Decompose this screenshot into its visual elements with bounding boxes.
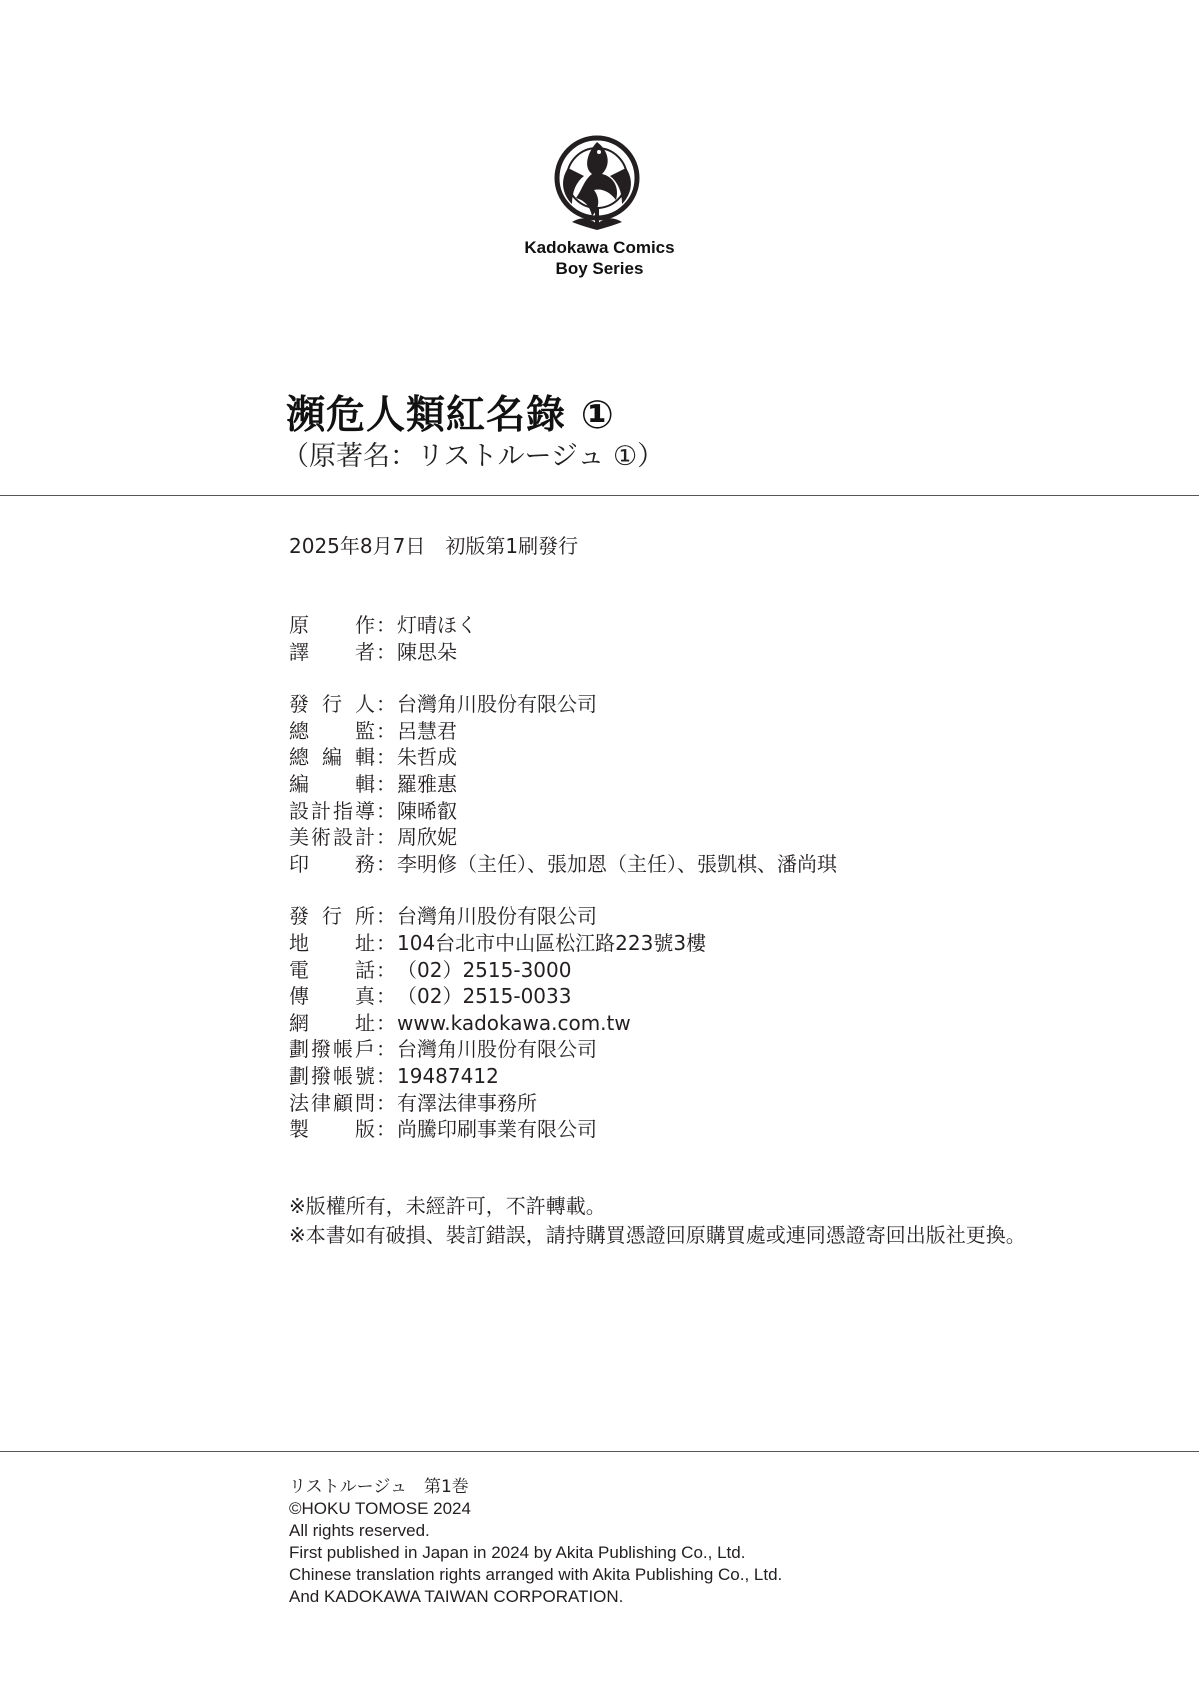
- credit-value: www.kadokawa.com.tw: [397, 1010, 631, 1035]
- credit-value: （02）2515-3000: [397, 957, 572, 982]
- credit-separator: ：: [376, 692, 396, 717]
- rights-line: Chinese translation rights arranged with Akita Publishing Co., Ltd.: [289, 1565, 783, 1584]
- rights-line: ©HOKU TOMOSE 2024: [289, 1499, 471, 1518]
- phoenix-emblem-icon: [542, 128, 652, 238]
- credit-value: 台灣角川股份有限公司: [397, 904, 597, 929]
- credit-separator: ：: [376, 718, 396, 743]
- credit-row: [289, 824, 837, 851]
- credit-value: 灯晴ほく: [397, 613, 477, 637]
- credit-label: 發行人: [289, 692, 375, 717]
- credit-value: （02）2515-0033: [397, 984, 572, 1009]
- credit-separator: ：: [376, 957, 396, 982]
- imprint-line-1: Kadokawa Comics: [524, 238, 675, 257]
- rights-line: All rights reserved.: [289, 1521, 430, 1540]
- credit-value: 尚騰印刷事業有限公司: [397, 1117, 597, 1142]
- edition-date: 2025年8月7日 初版第1刷發行: [289, 534, 579, 558]
- credit-label: 地址: [289, 930, 375, 955]
- credit-row: [289, 983, 837, 1010]
- book-title: 瀕危人類紅名錄 ①: [286, 393, 615, 438]
- copyright-note: ※本書如有破損、裝訂錯誤，請持購買憑證回原購買處或連同憑證寄回出版社更換。: [289, 1223, 1026, 1247]
- credit-value: 104台北市中山區松江路223號3樓: [397, 930, 707, 955]
- credit-label: 劃撥帳號: [289, 1063, 375, 1088]
- credit-label: 發行所: [289, 904, 375, 929]
- credit-label: 製版: [289, 1117, 375, 1142]
- credit-label: 美術設計: [289, 825, 375, 850]
- credit-value: 台灣角川股份有限公司: [397, 692, 597, 717]
- credit-value: 有澤法律事務所: [397, 1090, 537, 1115]
- credits-list: [289, 612, 837, 1143]
- credit-row: [289, 639, 837, 666]
- credit-value: 李明修（主任）、張加恩（主任）、張凱棋、潘尚琪: [397, 851, 837, 876]
- credit-separator: ：: [376, 984, 396, 1009]
- rights-line: リストルージュ 第1巻: [289, 1477, 469, 1497]
- credit-row: [289, 771, 837, 798]
- credit-row: [289, 718, 837, 745]
- credit-separator: ：: [376, 930, 396, 955]
- credit-row: [289, 612, 837, 639]
- credit-separator: ：: [376, 613, 396, 637]
- rights-line: First published in Japan in 2024 by Akita Publishing Co., Ltd.: [289, 1543, 746, 1562]
- credit-separator: ：: [376, 1010, 396, 1035]
- credit-row: [289, 957, 837, 984]
- credit-value: 19487412: [397, 1063, 499, 1088]
- rights-line: And KADOKAWA TAIWAN CORPORATION.: [289, 1587, 624, 1606]
- credit-separator: ：: [376, 745, 396, 770]
- credit-value: 羅雅惠: [397, 771, 457, 796]
- credit-label: 電話: [289, 957, 375, 982]
- credit-separator: ：: [376, 851, 396, 876]
- credit-separator: ：: [376, 825, 396, 850]
- credit-label: 總編輯: [289, 745, 375, 770]
- credit-label: 譯者: [289, 639, 375, 664]
- credit-row: [289, 1036, 837, 1063]
- credit-row: [289, 1010, 837, 1037]
- credit-label: 原作: [289, 613, 375, 637]
- credit-row: [289, 1090, 837, 1117]
- credit-separator: ：: [376, 639, 396, 664]
- credit-value: 周欣妮: [397, 825, 457, 850]
- credit-separator: ：: [376, 771, 396, 796]
- credit-row: [289, 798, 837, 825]
- credit-value: 陳思朵: [397, 639, 457, 664]
- credit-label: 印務: [289, 851, 375, 876]
- credit-value: 陳晞叡: [397, 798, 457, 823]
- credit-row: [289, 691, 837, 718]
- copyright-notes: [289, 1192, 1026, 1250]
- credit-separator: ：: [376, 1063, 396, 1088]
- credit-separator: ：: [376, 798, 396, 823]
- credit-row: [289, 903, 837, 930]
- original-title: （原著名：リストルージュ ①）: [282, 441, 665, 472]
- credit-row: [289, 930, 837, 957]
- rights-block: [289, 1476, 782, 1608]
- credit-value: 呂慧君: [397, 718, 457, 743]
- credit-separator: ：: [376, 1037, 396, 1062]
- credit-separator: ：: [376, 904, 396, 929]
- credit-separator: ：: [376, 1090, 396, 1115]
- top-divider: [0, 495, 1199, 496]
- credit-label: 網址: [289, 1010, 375, 1035]
- credit-row: [289, 1063, 837, 1090]
- credit-separator: ：: [376, 1117, 396, 1142]
- credit-label: 編輯: [289, 771, 375, 796]
- credit-label: 總監: [289, 718, 375, 743]
- credit-row: [289, 744, 837, 771]
- credit-value: 台灣角川股份有限公司: [397, 1037, 597, 1062]
- credit-row: [289, 851, 837, 878]
- bottom-divider: [0, 1451, 1199, 1452]
- imprint-line-2: Boy Series: [555, 259, 644, 278]
- credit-label: 劃撥帳戶: [289, 1037, 375, 1062]
- copyright-note: ※版權所有，未經許可，不許轉載。: [289, 1194, 606, 1218]
- credit-row: [289, 1116, 837, 1143]
- credit-value: 朱哲成: [397, 745, 457, 770]
- credit-label: 設計指導: [289, 798, 375, 823]
- credit-label: 法律顧問: [289, 1090, 375, 1115]
- credit-label: 傳真: [289, 984, 375, 1009]
